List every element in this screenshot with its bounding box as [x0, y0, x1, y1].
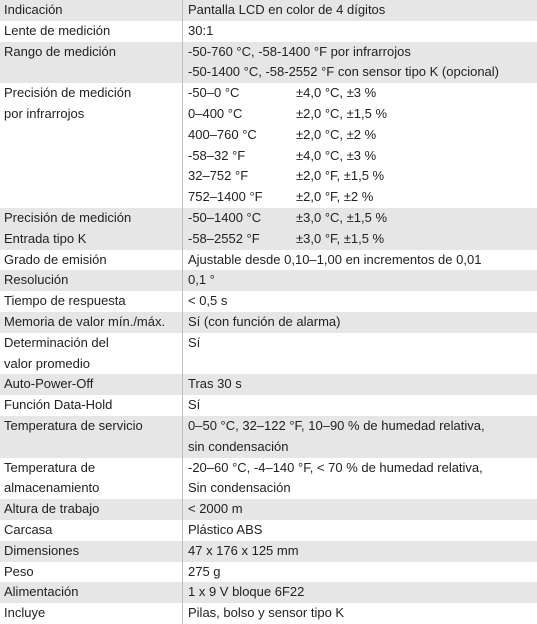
spec-value-line: -50-760 °C, -58-1400 °F por infrarrojos [188, 43, 411, 59]
spec-value-line: Tras 30 s [188, 376, 242, 392]
spec-value [183, 312, 537, 333]
spec-label [0, 21, 183, 42]
spec-label [0, 250, 183, 271]
spec-value-line: 1 x 9 V bloque 6F22 [188, 584, 305, 600]
spec-value-line: 30:1 [188, 22, 214, 38]
spec-value-line: sin condensación [188, 438, 289, 454]
spec-value-line: 0,1 ° [188, 272, 215, 288]
spec-value [183, 291, 537, 312]
spec-label-line: Determinación del [4, 334, 109, 350]
spec-label-line: Dimensiones [4, 542, 80, 558]
spec-value-line: Sí [188, 334, 201, 350]
spec-value-line: 0–50 °C, 32–122 °F, 10–90 % de humedad relativa, [188, 417, 485, 433]
spec-label-line: valor promedio [4, 355, 90, 371]
spec-row [0, 42, 537, 84]
spec-label-line: Indicación [4, 2, 63, 17]
spec-row [0, 458, 537, 500]
spec-value [183, 520, 537, 541]
spec-label-line: Peso [4, 563, 34, 579]
spec-label-line: Temperatura de servicio [4, 417, 143, 433]
spec-value-line: Sí (con función de alarma) [188, 313, 341, 329]
spec-label [0, 541, 183, 562]
spec-value [183, 562, 537, 583]
spec-label [0, 42, 183, 84]
accuracy-tolerance: ±2,0 °F, ±2 % [296, 189, 374, 205]
spec-label-line: Auto-Power-Off [4, 376, 94, 392]
accuracy-entry [188, 208, 532, 229]
spec-row [0, 21, 537, 42]
spec-value [183, 83, 537, 208]
accuracy-tolerance: ±2,0 °C, ±2 % [296, 126, 377, 142]
accuracy-entry [188, 229, 532, 250]
spec-label [0, 458, 183, 500]
spec-row [0, 0, 537, 21]
spec-value [183, 458, 537, 500]
spec-value-line: < 2000 m [188, 501, 243, 517]
spec-label [0, 374, 183, 395]
spec-value [183, 21, 537, 42]
spec-label-line: Temperatura de [4, 459, 96, 475]
spec-label [0, 208, 183, 250]
accuracy-tolerance: ±3,0 °C, ±1,5 % [296, 209, 388, 225]
spec-label-line: Carcasa [4, 521, 53, 537]
accuracy-range: -58–2552 °F [188, 230, 260, 246]
spec-row [0, 333, 537, 375]
spec-row [0, 603, 537, 624]
spec-label-line: Entrada tipo K [4, 230, 87, 246]
spec-label [0, 582, 183, 603]
spec-value-line: Sí [188, 397, 201, 413]
spec-label-line: Memoria de valor mín./máx. [4, 313, 166, 329]
spec-label [0, 333, 183, 375]
spec-row [0, 416, 537, 458]
spec-value [183, 250, 537, 271]
spec-label-line: Incluye [4, 605, 46, 621]
accuracy-range: -50–0 °C [188, 85, 240, 101]
spec-label [0, 562, 183, 583]
spec-row [0, 208, 537, 250]
spec-value [183, 333, 537, 375]
spec-label-line: Altura de trabajo [4, 501, 100, 517]
spec-label-line: Tiempo de respuesta [4, 293, 126, 309]
spec-value [183, 541, 537, 562]
accuracy-range: 400–760 °C [188, 126, 257, 142]
accuracy-range: 0–400 °C [188, 105, 243, 121]
spec-value [183, 603, 537, 624]
spec-label-line: Alimentación [4, 584, 79, 600]
accuracy-range: -50–1400 °C [188, 209, 262, 225]
spec-value-line: -50-1400 °C, -58-2552 °F con sensor tipo K (opcional) [188, 64, 500, 80]
spec-label [0, 395, 183, 416]
spec-row [0, 374, 537, 395]
accuracy-entry [188, 187, 532, 208]
spec-label [0, 270, 183, 291]
spec-label [0, 603, 183, 624]
spec-row [0, 499, 537, 520]
spec-value [183, 499, 537, 520]
spec-row [0, 312, 537, 333]
spec-label [0, 0, 183, 21]
spec-value-line: Sin condensación [188, 480, 291, 496]
spec-value [183, 42, 537, 84]
spec-value-line: < 0,5 s [188, 293, 228, 309]
spec-row [0, 250, 537, 271]
spec-row [0, 520, 537, 541]
spec-row [0, 270, 537, 291]
accuracy-entry [188, 146, 532, 167]
spec-value-line: Pilas, bolso y sensor tipo K [188, 605, 345, 621]
spec-row [0, 541, 537, 562]
spec-value [183, 582, 537, 603]
spec-label-line: Rango de medición [4, 43, 117, 59]
spec-value-line: 47 x 176 x 125 mm [188, 542, 299, 558]
spec-value [183, 208, 537, 250]
accuracy-tolerance: ±2,0 °F, ±1,5 % [296, 168, 385, 184]
spec-value [183, 270, 537, 291]
spec-value [183, 395, 537, 416]
spec-value-line: Ajustable desde 0,10–1,00 en incrementos de 0,01 [188, 251, 482, 267]
accuracy-entry [188, 83, 532, 104]
accuracy-range: 752–1400 °F [188, 189, 263, 205]
spec-row [0, 395, 537, 416]
spec-label-line: Lente de medición [4, 22, 111, 38]
accuracy-entry [188, 104, 532, 125]
spec-label [0, 312, 183, 333]
spec-label-line: Grado de emisión [4, 251, 107, 267]
spec-label-line: Función Data-Hold [4, 397, 113, 413]
spec-label [0, 83, 183, 208]
spec-value-line: Plástico ABS [188, 521, 263, 537]
spec-label-line: por infrarrojos [4, 105, 85, 121]
accuracy-tolerance: ±2,0 °C, ±1,5 % [296, 105, 388, 121]
spec-row [0, 83, 537, 208]
spec-value [183, 0, 537, 21]
spec-value [183, 374, 537, 395]
accuracy-range: 32–752 °F [188, 168, 249, 184]
spec-value [183, 416, 537, 458]
spec-label-line: Resolución [4, 272, 69, 288]
spec-label [0, 291, 183, 312]
accuracy-tolerance: ±4,0 °C, ±3 % [296, 147, 377, 163]
accuracy-tolerance: ±3,0 °F, ±1,5 % [296, 230, 385, 246]
accuracy-range: -58–32 °F [188, 147, 246, 163]
spec-label [0, 499, 183, 520]
spec-row [0, 582, 537, 603]
accuracy-entry [188, 166, 532, 187]
accuracy-entry [188, 125, 532, 146]
spec-label [0, 416, 183, 458]
spec-row [0, 562, 537, 583]
spec-value-line: -20–60 °C, -4–140 °F, < 70 % de humedad relativa, [188, 459, 483, 475]
spec-label-line: Precisión de medición [4, 85, 132, 101]
spec-label-line: almacenamiento [4, 480, 100, 496]
spec-value-line: 275 g [188, 563, 221, 579]
spec-label [0, 520, 183, 541]
spec-row [0, 291, 537, 312]
spec-label-line: Precisión de medición [4, 209, 132, 225]
accuracy-tolerance: ±4,0 °C, ±3 % [296, 85, 377, 101]
spec-value-line: Pantalla LCD en color de 4 dígitos [188, 2, 386, 17]
